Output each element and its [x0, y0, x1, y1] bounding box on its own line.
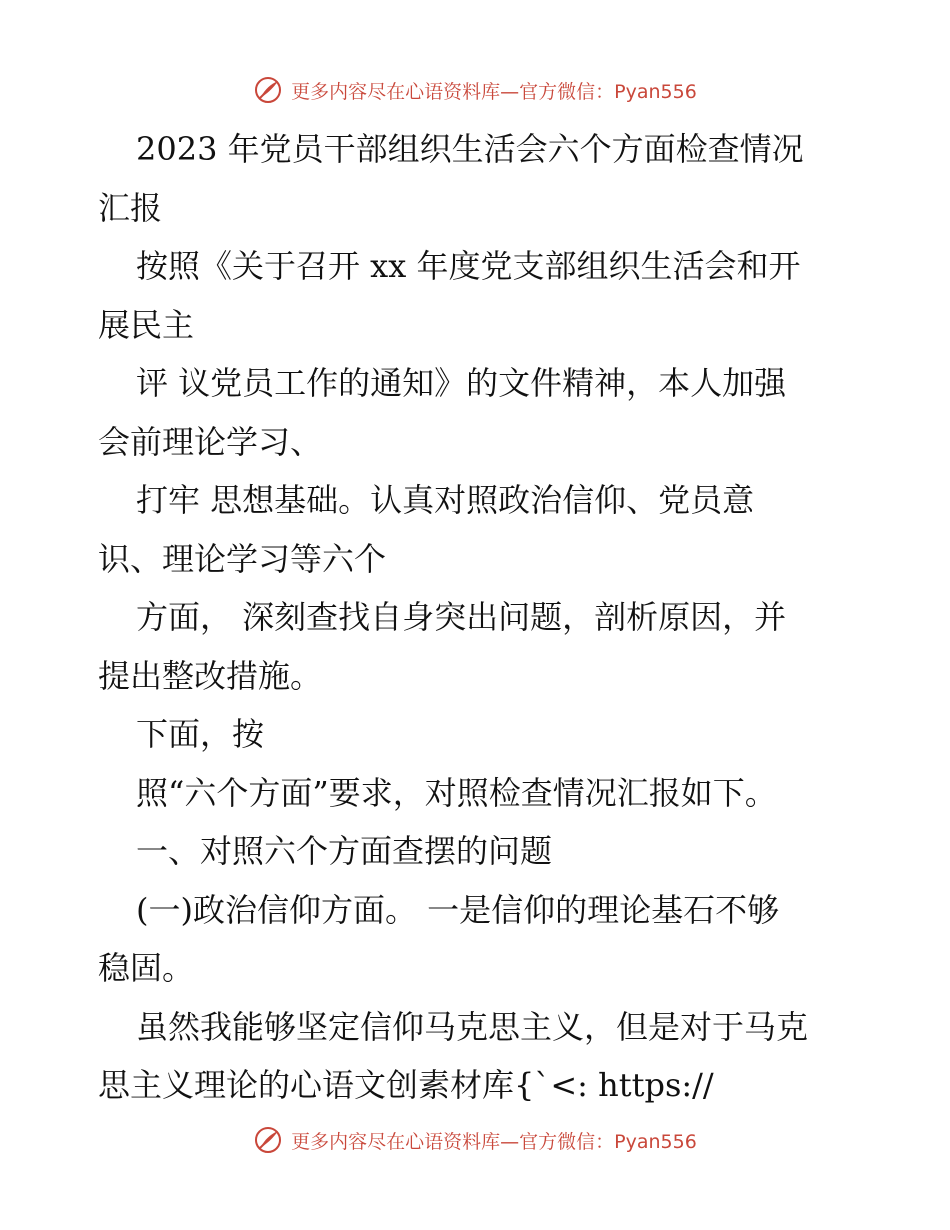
document-line: 评 议党员工作的通知》的文件精神，本人加强 — [136, 364, 787, 402]
document-line: 会前理论学习、 — [98, 422, 323, 461]
document-line: 展民主 — [98, 305, 195, 344]
document-line: 提出整改措施。 — [98, 656, 323, 695]
document-line: 下面，按 — [136, 715, 265, 753]
document-line: 汇报 — [98, 188, 163, 227]
footer-watermark-banner — [0, 1120, 950, 1160]
feather-quill-logo-icon — [253, 1125, 283, 1155]
header-watermark-text: 更多内容尽在心语资料库—官方微信：Pyan556 — [291, 80, 697, 103]
document-line: 稳固。 — [98, 949, 195, 987]
footer-watermark-text: 更多内容尽在心语资料库—官方微信：Pyan556 — [291, 1130, 697, 1153]
document-line: 打牢 思想基础。认真对照政治信仰、党员意 — [136, 481, 755, 519]
document-line: 识、理论学习等六个 — [98, 539, 387, 578]
document-line: 2023 年党员干部组织生活会六个方面检查情况 — [136, 130, 804, 168]
document-body — [98, 120, 858, 1115]
document-line: 方面， 深刻查找自身突出问题，剖析原因，并 — [136, 598, 787, 636]
feather-quill-logo-icon — [253, 75, 283, 105]
document-line: 思主义理论的心语文创素材库{`<: https:// — [98, 1066, 714, 1104]
document-line: (一)政治信仰方面。 一是信仰的理论基石不够 — [136, 890, 780, 929]
document-line: 一、对照六个方面查摆的问题 — [136, 832, 553, 870]
document-line: 按照《关于召开 xx 年度党支部组织生活会和开 — [136, 247, 801, 285]
document-line: 虽然我能够坚定信仰马克思主义，但是对于马克 — [136, 1007, 809, 1046]
header-watermark-banner — [0, 70, 950, 110]
document-line: 照“六个方面”要求，对照检查情况汇报如下。 — [136, 773, 777, 812]
